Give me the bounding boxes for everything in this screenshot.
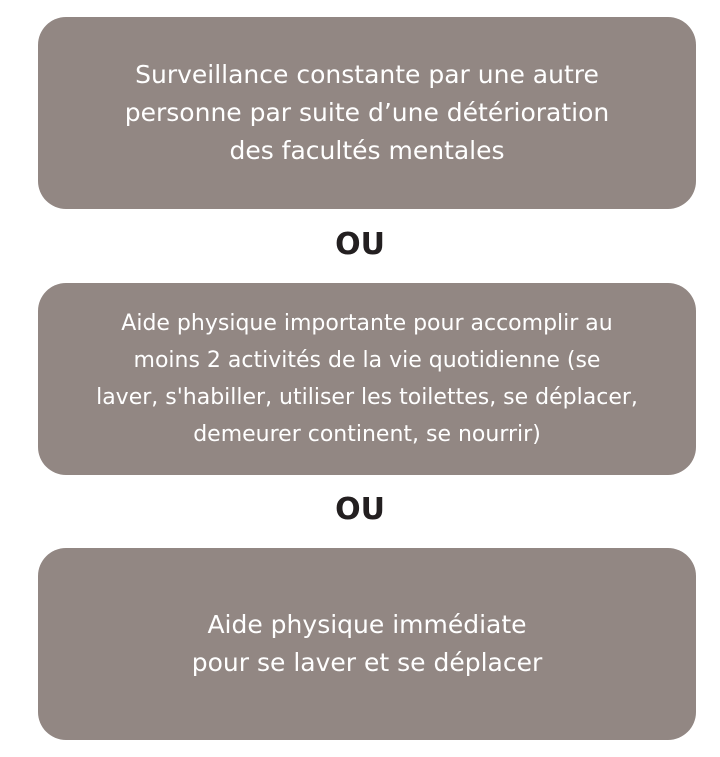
condition-box-mental-supervision xyxy=(38,17,696,209)
box-text-line: Aide physique immédiate xyxy=(207,610,527,639)
box-text-line: moins 2 activités de la vie quotidienne (se xyxy=(133,348,601,373)
condition-box-immediate-help xyxy=(38,548,696,740)
box-text-line: personne par suite d’une détérioration xyxy=(124,98,610,127)
box-text-line: Surveillance constante par une autre xyxy=(135,60,599,89)
or-connector: OU xyxy=(335,227,385,262)
box-text-line: demeurer continent, se nourrir) xyxy=(193,422,541,447)
condition-box-daily-activities xyxy=(38,283,696,475)
box-text-line: laver, s'habiller, utiliser les toilettes, se déplacer, xyxy=(96,385,638,410)
box-text-line: Aide physique importante pour accomplir au xyxy=(121,311,613,336)
or-connector: OU xyxy=(335,492,385,527)
box-text-line: pour se laver et se déplacer xyxy=(191,648,543,677)
box-text-line: des facultés mentales xyxy=(229,136,505,165)
